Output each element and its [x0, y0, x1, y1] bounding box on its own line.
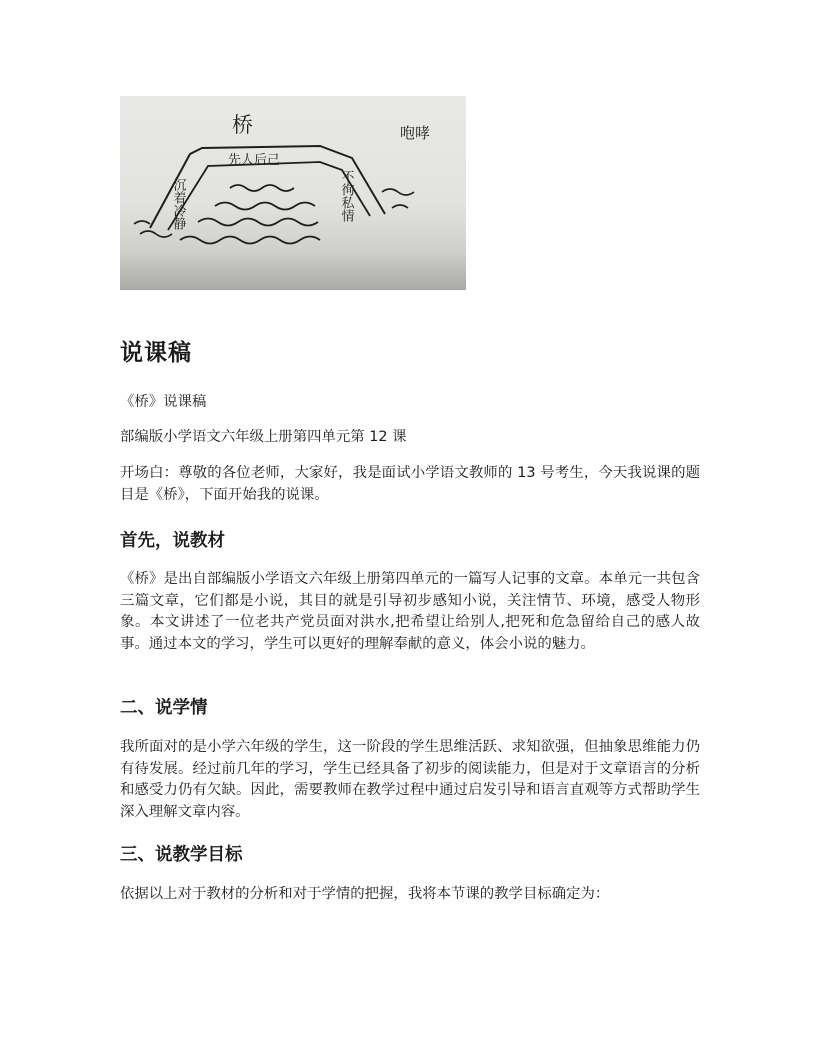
- section-heading-textbook: 首先，说教材: [120, 531, 225, 551]
- opening-remarks: 开场白：尊敬的各位老师，大家好，我是面试小学语文教师的 13 号考生，今天我说课的题目是《桥》，下面开始我的说课。: [120, 465, 700, 503]
- blackboard-photo: [120, 96, 466, 290]
- label-bridge: 桥: [232, 113, 253, 137]
- label-right: 不徇私情: [338, 170, 354, 222]
- document-title: 说课稿: [120, 340, 192, 366]
- subtitle: 《桥》说课稿: [120, 394, 207, 410]
- label-left: 沉着冷静: [170, 178, 186, 230]
- section-body-objectives: 依据以上对于教材的分析和对于学情的把握，我将本节课的教学目标确定为：: [120, 886, 610, 902]
- course-info: 部编版小学语文六年级上册第四单元第 12 课: [120, 429, 407, 445]
- section-heading-students: 二、说学情: [120, 698, 208, 718]
- section-heading-objectives: 三、说教学目标: [120, 845, 243, 865]
- handwritten-sketch: [120, 96, 466, 290]
- label-top: 先人后己: [228, 153, 281, 168]
- label-roar: 咆哮: [400, 124, 431, 142]
- section-body-textbook: 《桥》是出自部编版小学语文六年级上册第四单元的一篇写人记事的文章。本单元一共包含三篇文章，它们都是小说，其目的就是引导初步感知小说，关注情节、环境，感受人物形象。本文讲述了一位老共产党员面对洪水,把希望让给别人,把死和危急留给自己的感人故事。通过本文的学习，学生可以更好的理解奉献的意义，体会小说的魅力。: [120, 571, 700, 652]
- section-body-students: 我所面对的是小学六年级的学生，这一阶段的学生思维活跃、求知欲强，但抽象思维能力仍有待发展。经过前几年的学习，学生已经具备了初步的阅读能力，但是对于文章语言的分析和感受力仍有欠缺。因此，需要教师在教学过程中通过启发引导和语言直观等方式帮助学生深入理解文章内容。: [120, 739, 700, 820]
